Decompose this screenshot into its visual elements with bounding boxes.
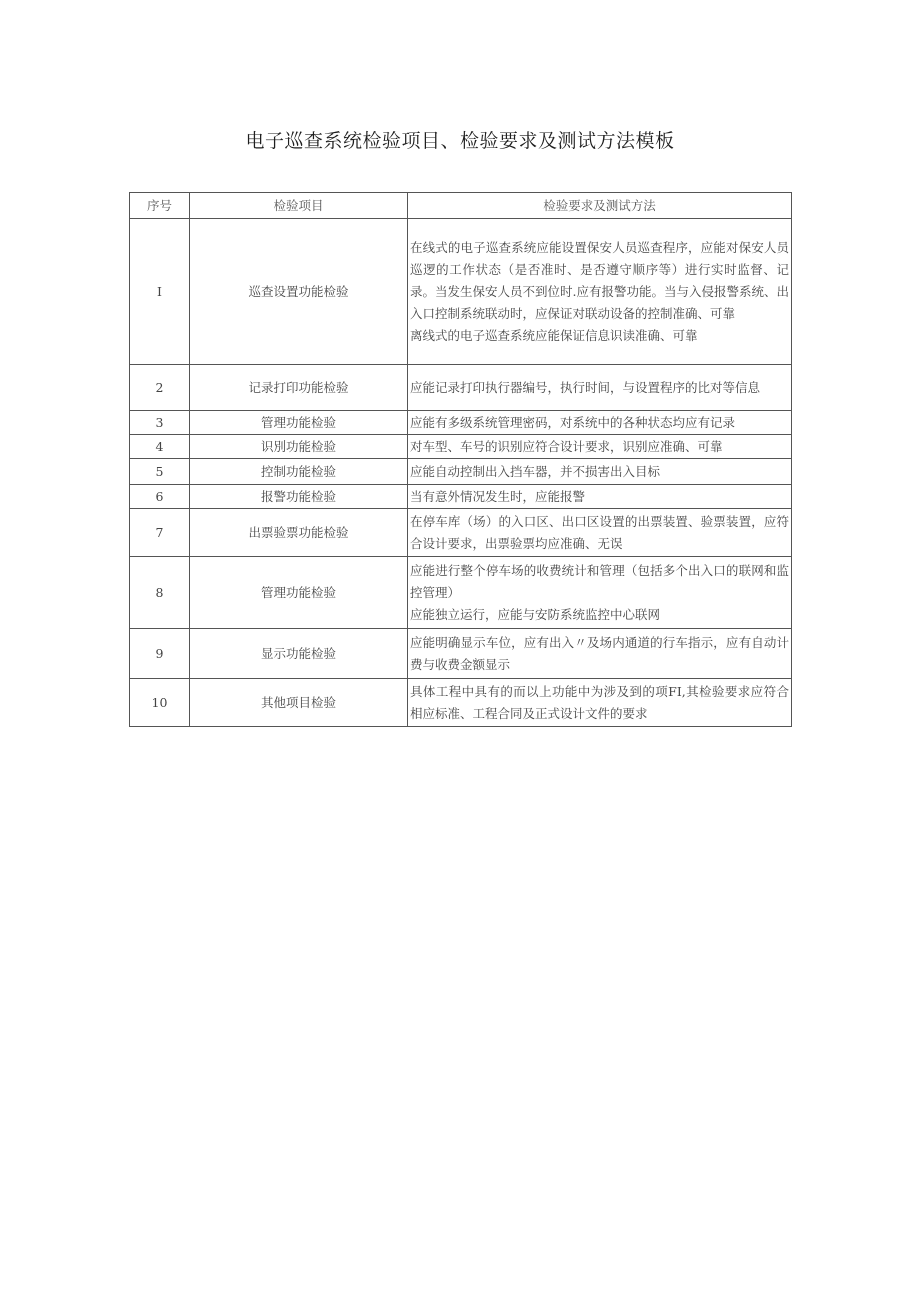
row-seq: I (130, 219, 190, 365)
row-req (408, 679, 792, 727)
row-item: 控制功能检验 (190, 459, 408, 485)
row-seq: 5 (130, 459, 190, 485)
row-seq: 2 (130, 365, 190, 411)
page-title: 电子巡查系统检验项目、检验要求及测试方法模板 (245, 130, 675, 152)
row-seq: 8 (130, 557, 190, 629)
row-item: 管理功能检验 (190, 411, 408, 435)
table-header-row (130, 193, 792, 219)
row-seq: 7 (130, 509, 190, 557)
req-text: 具体工程中具有的而以上功能中为涉及到的项FI,其检验要求应符合相应标准、工程合同及正式设计文件的要求 (410, 683, 789, 721)
req-text: 应能明确显示车位，应有出入〃及场内通道的行车指示，应有自动计费与收费金额显示 (410, 634, 789, 672)
row-item: 其他项目检验 (190, 679, 408, 727)
req-text: 应能独立运行，应能与安防系统监控中心联网 (410, 606, 661, 622)
table-row (130, 629, 792, 679)
req-text: 应能自动控制出入挡车器，并不损害出入目标 (410, 463, 661, 479)
req-text: 在停车库（场）的入口区、出口区设置的出票装置、验票装置，应符合设计要求，出票验票均应准确、无误 (410, 513, 789, 551)
row-req (408, 629, 792, 679)
row-req (408, 411, 792, 435)
row-item: 巡查设置功能检验 (190, 219, 408, 365)
header-req: 检验要求及测试方法 (408, 193, 792, 219)
row-req (408, 509, 792, 557)
row-seq: 4 (130, 435, 190, 459)
row-seq: 9 (130, 629, 190, 679)
row-item: 出票验票功能检验 (190, 509, 408, 557)
row-item: 管理功能检验 (190, 557, 408, 629)
row-req (408, 365, 792, 411)
req-text: 应能记录打印执行器编号，执行时间，与设置程序的比对等信息 (410, 379, 761, 395)
row-seq: 6 (130, 485, 190, 509)
row-req (408, 219, 792, 365)
row-item: 识別功能检验 (190, 435, 408, 459)
table-row (130, 679, 792, 727)
req-text: 应能进行整个停车场的收费统计和管理（包括多个出入口的联网和监控管理） (410, 562, 789, 600)
table-row (130, 557, 792, 629)
header-item: 检验项目 (190, 193, 408, 219)
table-row (130, 365, 792, 411)
req-text: 当有意外情况发生时，应能报警 (410, 488, 586, 504)
row-seq: 3 (130, 411, 190, 435)
row-item: 记录打印功能检验 (190, 365, 408, 411)
table-row (130, 435, 792, 459)
table-row (130, 411, 792, 435)
row-req (408, 435, 792, 459)
row-req (408, 557, 792, 629)
header-seq: 序号 (130, 193, 190, 219)
req-text: 对车型、车号的识别应符合设计要求，识别应准确、可靠 (410, 438, 723, 454)
row-item: 报警功能检验 (190, 485, 408, 509)
table-row (130, 485, 792, 509)
row-item: 显示功能检验 (190, 629, 408, 679)
table-row (130, 509, 792, 557)
row-req (408, 459, 792, 485)
req-text: 在线式的电子巡查系统应能设置保安人员巡查程序，应能对保安人员巡逻的工作状态（是否准时、是否遵守顺序等）进行实时监督、记录。当发生保安人员不到位时.应有报警功能。当与入侵报警系统、出入口控制系统联动时，应保证对联动设备的控制准确、可靠 (410, 239, 789, 321)
req-text: 离线式的电子巡查系统应能保证信息识读准确、可靠 (410, 327, 698, 343)
table-row (130, 219, 792, 365)
row-seq: 10 (130, 679, 190, 727)
req-text: 应能有多级系统管理密码，对系统中的各种状态均应有记录 (410, 414, 736, 430)
inspection-table (129, 192, 792, 727)
table-row (130, 459, 792, 485)
row-req (408, 485, 792, 509)
